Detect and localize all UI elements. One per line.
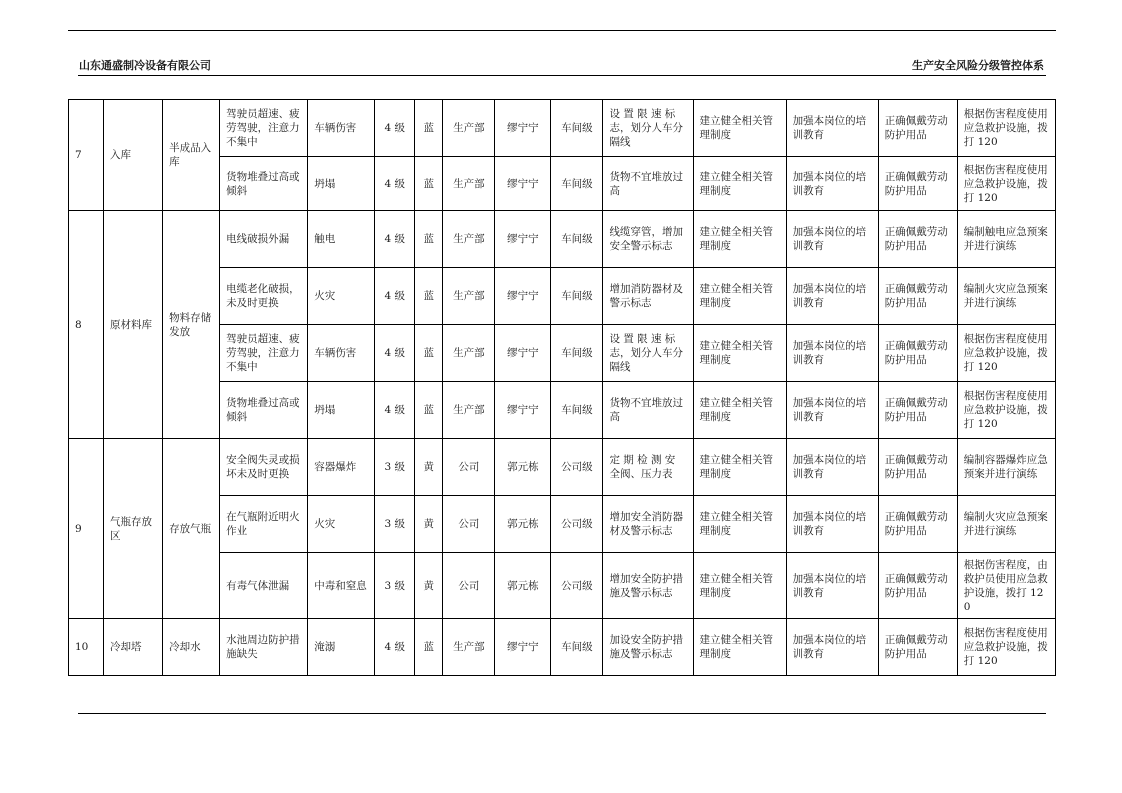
management-measure-cell: 建立健全相关管理制度 (693, 496, 786, 553)
table-row (69, 619, 1056, 676)
header-rule (78, 75, 1046, 76)
risk-level-cell: 4 级 (375, 619, 415, 676)
ppe-measure-cell: 正确佩戴劳动防护用品 (878, 496, 957, 553)
location-cell: 冷却塔 (104, 619, 163, 676)
activity-cell: 半成品入库 (163, 100, 220, 211)
location-cell: 原材料库 (104, 211, 163, 439)
responsible-person-cell: 缪宁宁 (495, 382, 551, 439)
department-cell: 公司 (443, 553, 495, 619)
training-measure-cell: 加强本岗位的培训教育 (786, 439, 878, 496)
document-title: 生产安全风险分级管控体系 (912, 59, 1044, 72)
risk-color-cell: 蓝 (415, 325, 443, 382)
engineering-measure-cell: 线缆穿管，增加安全警示标志 (603, 211, 693, 268)
training-measure-cell: 加强本岗位的培训教育 (786, 382, 878, 439)
ppe-measure-cell: 正确佩戴劳动防护用品 (878, 211, 957, 268)
engineering-measure-cell: 增加安全防护措施及警示标志 (603, 553, 693, 619)
item-number-cell: 8 (69, 211, 104, 439)
responsible-person-cell: 缪宁宁 (495, 325, 551, 382)
accident-type-cell: 容器爆炸 (308, 439, 375, 496)
accident-type-cell: 坍塌 (308, 382, 375, 439)
risk-color-cell: 黄 (415, 496, 443, 553)
ppe-measure-cell: 正确佩戴劳动防护用品 (878, 157, 957, 211)
hazard-cell: 驾驶员超速、疲劳驾驶，注意力不集中 (220, 325, 308, 382)
engineering-measure-cell: 增加消防器材及警示标志 (603, 268, 693, 325)
control-level-cell: 公司级 (551, 553, 603, 619)
management-measure-cell: 建立健全相关管理制度 (693, 553, 786, 619)
risk-color-cell: 蓝 (415, 619, 443, 676)
department-cell: 生产部 (443, 382, 495, 439)
training-measure-cell: 加强本岗位的培训教育 (786, 553, 878, 619)
control-level-cell: 公司级 (551, 439, 603, 496)
risk-level-cell: 4 级 (375, 157, 415, 211)
item-number-cell: 9 (69, 439, 104, 619)
engineering-measure-cell: 定 期 检 测 安 全阀、压力表 (603, 439, 693, 496)
department-cell: 生产部 (443, 325, 495, 382)
training-measure-cell: 加强本岗位的培训教育 (786, 211, 878, 268)
emergency-measure-cell: 根据伤害程度使用应急救护设施，拨打 120 (957, 382, 1055, 439)
engineering-measure-cell: 设 置 限 速 标志，划分人车分隔线 (603, 100, 693, 157)
control-level-cell: 车间级 (551, 100, 603, 157)
risk-color-cell: 黄 (415, 553, 443, 619)
risk-color-cell: 蓝 (415, 100, 443, 157)
footer-rule (78, 713, 1046, 714)
training-measure-cell: 加强本岗位的培训教育 (786, 325, 878, 382)
responsible-person-cell: 缪宁宁 (495, 268, 551, 325)
hazard-cell: 电缆老化破损，未及时更换 (220, 268, 308, 325)
control-level-cell: 车间级 (551, 325, 603, 382)
ppe-measure-cell: 正确佩戴劳动防护用品 (878, 100, 957, 157)
location-cell: 气瓶存放区 (104, 439, 163, 619)
emergency-measure-cell: 根据伤害程度使用应急救护设施，拨打 120 (957, 157, 1055, 211)
hazard-cell: 水池周边防护措施缺失 (220, 619, 308, 676)
ppe-measure-cell: 正确佩戴劳动防护用品 (878, 268, 957, 325)
accident-type-cell: 车辆伤害 (308, 100, 375, 157)
ppe-measure-cell: 正确佩戴劳动防护用品 (878, 439, 957, 496)
control-level-cell: 车间级 (551, 382, 603, 439)
accident-type-cell: 淹溺 (308, 619, 375, 676)
engineering-measure-cell: 加设安全防护措施及警示标志 (603, 619, 693, 676)
emergency-measure-cell: 根据伤害程度，由救护员使用应急救护设施，拨打 120 (957, 553, 1055, 619)
responsible-person-cell: 缪宁宁 (495, 619, 551, 676)
ppe-measure-cell: 正确佩戴劳动防护用品 (878, 382, 957, 439)
risk-level-cell: 3 级 (375, 553, 415, 619)
accident-type-cell: 车辆伤害 (308, 325, 375, 382)
risk-color-cell: 蓝 (415, 157, 443, 211)
ppe-measure-cell: 正确佩戴劳动防护用品 (878, 325, 957, 382)
engineering-measure-cell: 货物不宜堆放过高 (603, 157, 693, 211)
management-measure-cell: 建立健全相关管理制度 (693, 619, 786, 676)
risk-level-cell: 3 级 (375, 496, 415, 553)
company-name: 山东通盛制冷设备有限公司 (79, 59, 211, 72)
engineering-measure-cell: 货物不宜堆放过高 (603, 382, 693, 439)
accident-type-cell: 火灾 (308, 268, 375, 325)
department-cell: 生产部 (443, 157, 495, 211)
emergency-measure-cell: 编制火灾应急预案并进行演练 (957, 268, 1055, 325)
management-measure-cell: 建立健全相关管理制度 (693, 157, 786, 211)
department-cell: 生产部 (443, 619, 495, 676)
management-measure-cell: 建立健全相关管理制度 (693, 100, 786, 157)
risk-control-table (68, 99, 1056, 676)
responsible-person-cell: 郭元栋 (495, 553, 551, 619)
control-level-cell: 车间级 (551, 211, 603, 268)
location-cell: 入库 (104, 100, 163, 211)
management-measure-cell: 建立健全相关管理制度 (693, 268, 786, 325)
department-cell: 公司 (443, 439, 495, 496)
activity-cell: 存放气瓶 (163, 439, 220, 619)
training-measure-cell: 加强本岗位的培训教育 (786, 619, 878, 676)
risk-color-cell: 蓝 (415, 382, 443, 439)
department-cell: 生产部 (443, 211, 495, 268)
training-measure-cell: 加强本岗位的培训教育 (786, 496, 878, 553)
control-level-cell: 车间级 (551, 268, 603, 325)
risk-level-cell: 3 级 (375, 439, 415, 496)
responsible-person-cell: 缪宁宁 (495, 157, 551, 211)
risk-color-cell: 黄 (415, 439, 443, 496)
risk-level-cell: 4 级 (375, 325, 415, 382)
risk-level-cell: 4 级 (375, 211, 415, 268)
engineering-measure-cell: 增加安全消防器材及警示标志 (603, 496, 693, 553)
ppe-measure-cell: 正确佩戴劳动防护用品 (878, 619, 957, 676)
hazard-cell: 货物堆叠过高或倾斜 (220, 382, 308, 439)
engineering-measure-cell: 设 置 限 速 标志，划分人车分隔线 (603, 325, 693, 382)
responsible-person-cell: 郭元栋 (495, 439, 551, 496)
control-level-cell: 车间级 (551, 619, 603, 676)
control-level-cell: 车间级 (551, 157, 603, 211)
risk-color-cell: 蓝 (415, 268, 443, 325)
risk-level-cell: 4 级 (375, 268, 415, 325)
department-cell: 生产部 (443, 268, 495, 325)
training-measure-cell: 加强本岗位的培训教育 (786, 268, 878, 325)
item-number-cell: 10 (69, 619, 104, 676)
emergency-measure-cell: 根据伤害程度使用应急救护设施，拨打 120 (957, 325, 1055, 382)
emergency-measure-cell: 编制火灾应急预案并进行演练 (957, 496, 1055, 553)
responsible-person-cell: 郭元栋 (495, 496, 551, 553)
top-rule (68, 30, 1056, 31)
hazard-cell: 货物堆叠过高或倾斜 (220, 157, 308, 211)
management-measure-cell: 建立健全相关管理制度 (693, 382, 786, 439)
department-cell: 公司 (443, 496, 495, 553)
responsible-person-cell: 缪宁宁 (495, 100, 551, 157)
hazard-cell: 有毒气体泄漏 (220, 553, 308, 619)
emergency-measure-cell: 编制触电应急预案并进行演练 (957, 211, 1055, 268)
hazard-cell: 安全阀失灵或损坏未及时更换 (220, 439, 308, 496)
management-measure-cell: 建立健全相关管理制度 (693, 439, 786, 496)
control-level-cell: 公司级 (551, 496, 603, 553)
management-measure-cell: 建立健全相关管理制度 (693, 211, 786, 268)
responsible-person-cell: 缪宁宁 (495, 211, 551, 268)
accident-type-cell: 中毒和窒息 (308, 553, 375, 619)
training-measure-cell: 加强本岗位的培训教育 (786, 100, 878, 157)
hazard-cell: 在气瓶附近明火作业 (220, 496, 308, 553)
department-cell: 生产部 (443, 100, 495, 157)
accident-type-cell: 火灾 (308, 496, 375, 553)
table-row (69, 439, 1056, 496)
risk-level-cell: 4 级 (375, 382, 415, 439)
item-number-cell: 7 (69, 100, 104, 211)
table-row (69, 100, 1056, 157)
emergency-measure-cell: 编制容器爆炸应急预案并进行演练 (957, 439, 1055, 496)
ppe-measure-cell: 正确佩戴劳动防护用品 (878, 553, 957, 619)
risk-color-cell: 蓝 (415, 211, 443, 268)
accident-type-cell: 触电 (308, 211, 375, 268)
management-measure-cell: 建立健全相关管理制度 (693, 325, 786, 382)
accident-type-cell: 坍塌 (308, 157, 375, 211)
emergency-measure-cell: 根据伤害程度使用应急救护设施，拨打 120 (957, 100, 1055, 157)
emergency-measure-cell: 根据伤害程度使用应急救护设施，拨打 120 (957, 619, 1055, 676)
hazard-cell: 电线破损外漏 (220, 211, 308, 268)
training-measure-cell: 加强本岗位的培训教育 (786, 157, 878, 211)
activity-cell: 物料存储发放 (163, 211, 220, 439)
hazard-cell: 驾驶员超速、疲劳驾驶，注意力不集中 (220, 100, 308, 157)
activity-cell: 冷却水 (163, 619, 220, 676)
risk-level-cell: 4 级 (375, 100, 415, 157)
table-row (69, 211, 1056, 268)
